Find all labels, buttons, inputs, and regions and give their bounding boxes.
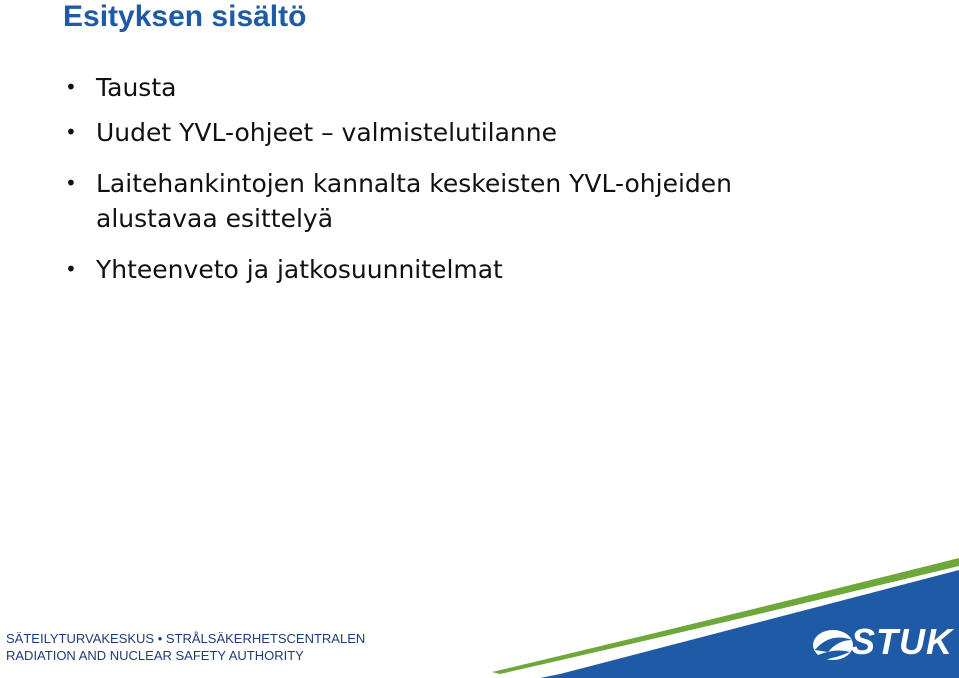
bullet-icon: • (65, 120, 77, 144)
footer-organization-english: RADIATION AND NUCLEAR SAFETY AUTHORITY (6, 648, 304, 663)
bullet-text-continuation: alustavaa esittelyä (96, 204, 334, 233)
slide-title: Esityksen sisältö (63, 0, 307, 33)
bullet-text: Uudet YVL-ohjeet – valmistelutilanne (96, 118, 557, 147)
bullet-icon: • (65, 171, 77, 195)
bullet-icon: • (65, 257, 77, 281)
stuk-logo-text: STUK (851, 621, 953, 662)
bullet-text: Tausta (96, 73, 177, 102)
stuk-swirl-icon (813, 630, 853, 660)
bullet-icon: • (65, 75, 77, 99)
bullet-text: Yhteenveto ja jatkosuunnitelmat (96, 255, 503, 284)
footer-organization-name: SÄTEILYTURVAKESKUS • STRÅLSÄKERHETSCENTRALEN (6, 631, 366, 646)
bullet-text: Laitehankintojen kannalta keskeisten YVL-ohjeiden (96, 169, 733, 198)
